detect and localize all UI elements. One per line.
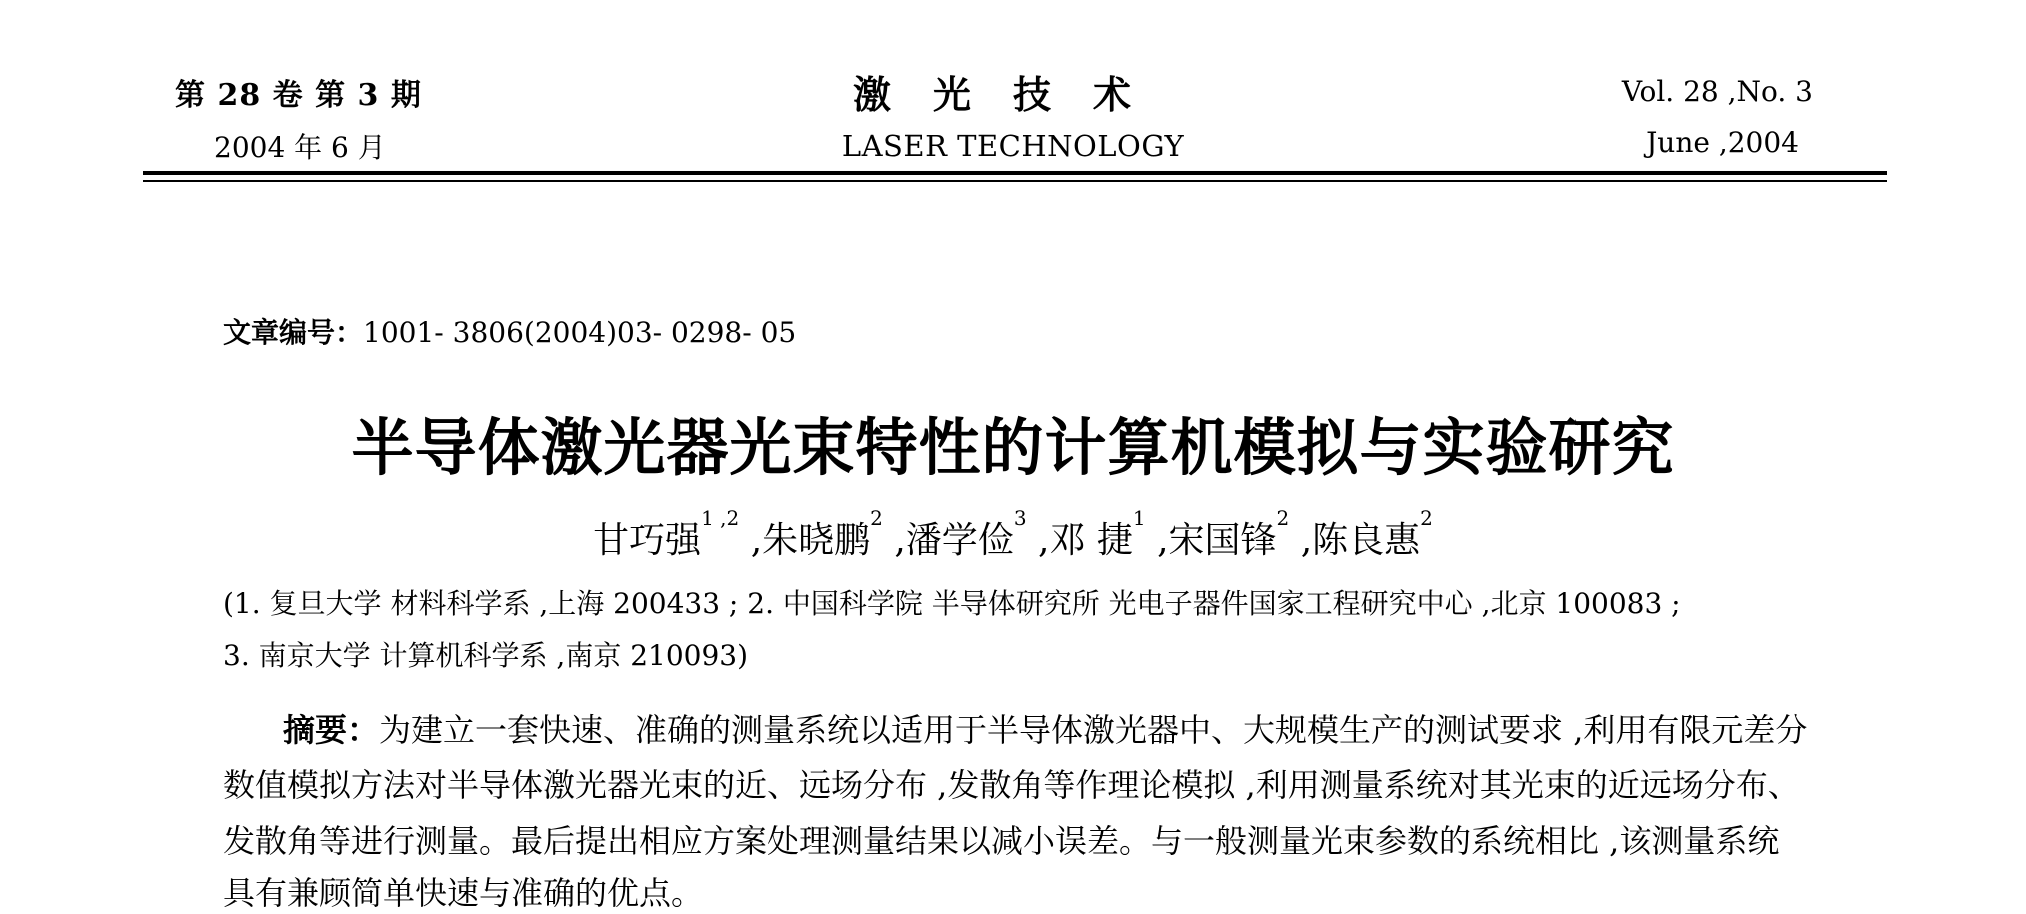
author-name: 潘学俭 [905, 520, 1014, 561]
paper-title: 半导体激光器光束特性的计算机模拟与实验研究 [351, 411, 1675, 484]
header-rule-thin [143, 180, 1887, 182]
author-affiliation-mark: 2 [1276, 506, 1290, 530]
abstract-text: 为建立一套快速、准确的测量系统以适用于半导体激光器中、大规模生产的测试要求 ,利用有限元差分 [379, 711, 1808, 749]
journal-title-cn: 激光技术 [852, 72, 1173, 117]
author-name: 甘巧强 [593, 520, 702, 561]
affiliation-line: 3. 南京大学 计算机科学系 ,南京 210093) [223, 639, 749, 672]
author-affiliation-mark: 3 [1013, 506, 1027, 530]
author-affiliation-mark: 2 [1420, 506, 1433, 530]
abstract-line: 数值模拟方法对半导体激光器光束的近、远场分布 ,发散角等作理论模拟 ,利用测量系统对其光束的近远场分布、 [223, 766, 1800, 804]
journal-title-en: LASER TECHNOLOGY [841, 129, 1185, 163]
author-separator: , [1026, 520, 1050, 561]
author-separator: , [1145, 520, 1169, 561]
abstract-line: 具有兼顾简单快速与准确的优点。 [223, 874, 704, 912]
author-separator: , [882, 520, 906, 561]
publication-date-cn: 2004 年 6 月 [214, 131, 386, 164]
author-affiliation-mark: 2 [870, 506, 883, 530]
author-list [0, 506, 2026, 563]
author-separator: , [1289, 520, 1313, 561]
article-number [223, 311, 796, 351]
volume-issue: 第 28 卷 第 3 期 [175, 78, 422, 113]
author-name: 陈良惠 [1312, 520, 1421, 561]
abstract-line: 发散角等进行测量。最后提出相应方案处理测量结果以减小误差。与一般测量光束参数的系统相比 ,该测量系统 [223, 822, 1780, 860]
article-number-value: 1001- 3806(2004)03- 0298- 05 [363, 316, 797, 349]
abstract-line [283, 705, 1807, 751]
affiliation-line: (1. 复旦大学 材料科学系 ,上海 200433 ; 2. 中国科学院 半导体研究所 光电子器件国家工程研究中心 ,北京 100083 ; [223, 587, 1681, 620]
author-affiliation-mark: 1 [1132, 506, 1146, 530]
publication-date-en: June ,2004 [1646, 126, 1799, 159]
volume-issue-en: Vol. 28 ,No. 3 [1621, 75, 1813, 108]
author-name: 邓 捷 [1049, 520, 1133, 561]
author-separator: , [739, 520, 763, 561]
article-number-label: 文章编号： [223, 316, 364, 349]
author-affiliation-mark: 1 ,2 [701, 506, 740, 530]
author-name: 宋国锋 [1168, 520, 1277, 561]
header-rule-thick [143, 171, 1887, 175]
abstract-label: 摘要： [283, 711, 380, 749]
author-name: 朱晓鹏 [762, 520, 871, 561]
